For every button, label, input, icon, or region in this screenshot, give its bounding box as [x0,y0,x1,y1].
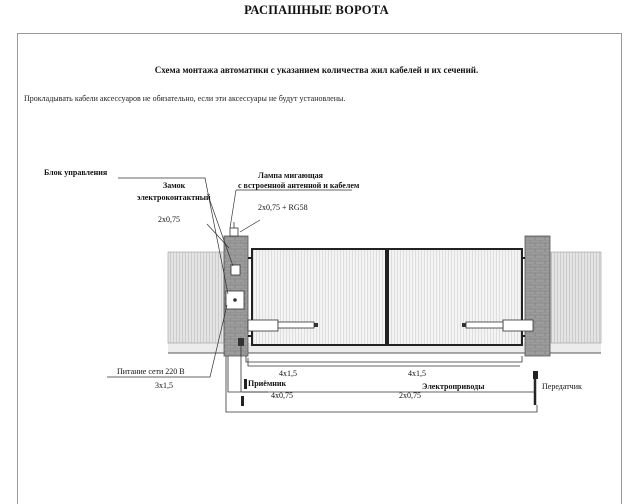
fence-left [168,252,224,343]
lock-box [231,265,240,275]
label-receiver: Приёмник [248,379,287,388]
label-cable-left-drive: 4x1,5 [279,369,297,378]
diagram-heading: Схема монтажа автоматики с указанием количества жил кабелей и их сечений. [154,65,479,75]
label-lock-line2: электроконтактный [137,193,211,202]
label-lock-cable: 2x0,75 [158,215,180,224]
label-receiver-cable: 4x0,75 [271,391,293,400]
gate-leaf-right [388,249,522,345]
label-power-supply: Питание сети 220 В [117,367,185,376]
label-lamp-line1: Лампа мигающая [258,171,323,180]
receiver-box [238,338,244,346]
label-lock-line1: Замок [163,181,186,190]
label-lamp-cable: 2x0,75 + RG58 [258,203,308,212]
label-control-unit: Блок управления [44,168,108,177]
label-cable-right-drive: 4x1,5 [408,369,426,378]
label-transmitter-cable: 2x0,75 [399,391,421,400]
label-transmitter: Передатчик [542,382,582,391]
lamp [230,228,238,236]
label-power-cable: 3x1,5 [155,381,173,390]
label-drives: Электроприводы [422,382,485,391]
label-lamp-line2: с встроенной антенной и кабелем [238,181,360,190]
diagram-note: Прокладывать кабели аксессуаров не обязательно, если эти аксессуары не будут установлены. [24,94,346,103]
pillar-right [525,236,550,356]
page-title: РАСПАШНЫЕ ВОРОТА [244,3,389,17]
fence-right [551,252,601,343]
